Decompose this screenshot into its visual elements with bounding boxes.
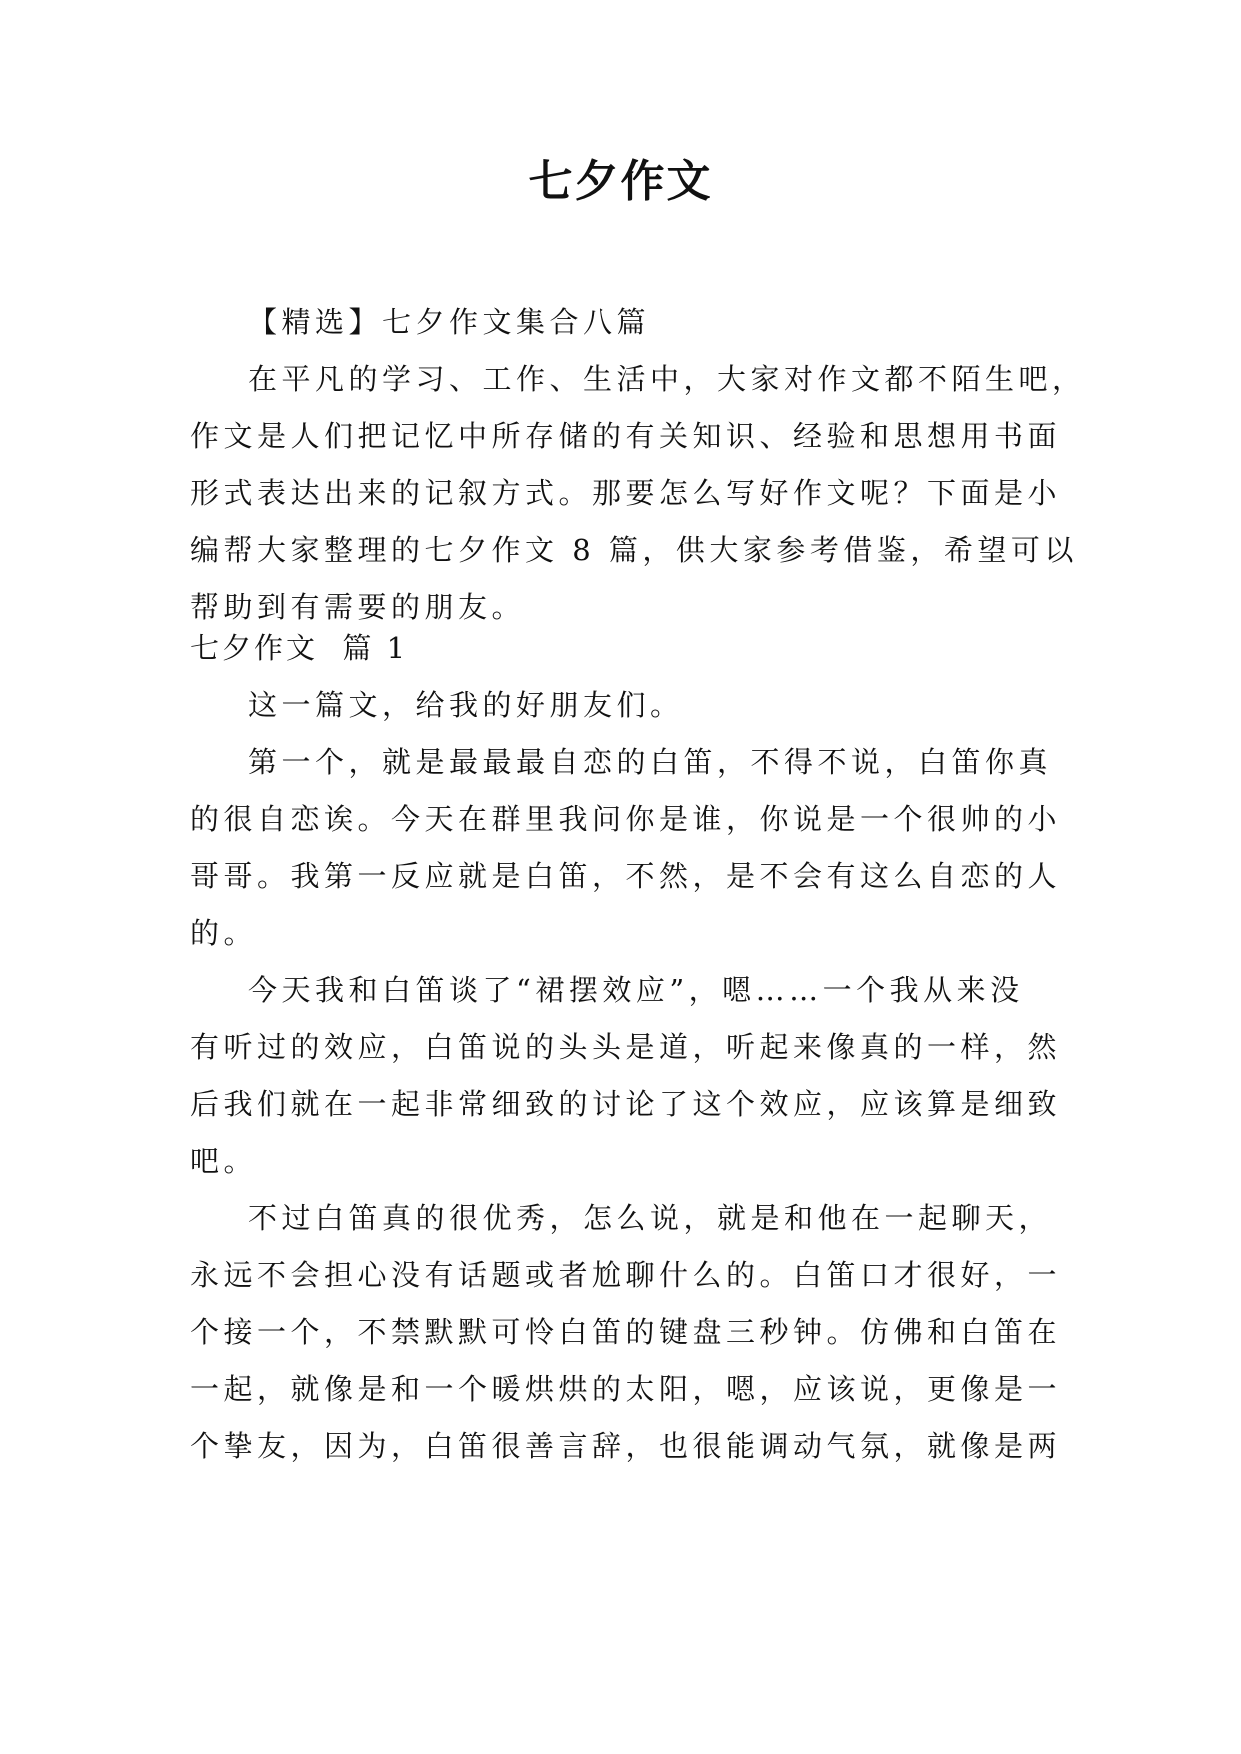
section-1-paragraph-2 (190, 734, 1062, 962)
section-1-paragraph-4 (190, 1190, 1062, 1475)
paragraph-line: 今天我和白笛谈了“裙摆效应”，嗯……一个我从来没 (248, 973, 1024, 1007)
paragraph-line: 个接一个，不禁默默可怜白笛的键盘三秒钟。仿佛和白笛在 (190, 1315, 1062, 1349)
intro-line: 帮助到有需要的朋友。 (190, 590, 526, 624)
intro-heading: 【精选】七夕作文集合八篇 (248, 305, 651, 339)
section-1-paragraph-3 (190, 962, 1062, 1190)
intro-section (190, 294, 1086, 636)
intro-line: 在平凡的学习、工作、生活中，大家对作文都不陌生吧， (248, 362, 1086, 396)
intro-paragraph (190, 351, 1086, 636)
intro-line: 作文是人们把记忆中所存储的有关知识、经验和思想用书面 (190, 419, 1062, 453)
paragraph-line: 后我们就在一起非常细致的讨论了这个效应，应该算是细致 (190, 1087, 1062, 1121)
paragraph-line: 一起，就像是和一个暖烘烘的太阳，嗯，应该说，更像是一 (190, 1372, 1062, 1406)
paragraph-line: 哥哥。我第一反应就是白笛，不然，是不会有这么自恋的人 (190, 859, 1062, 893)
intro-line: 编帮大家整理的七夕作文 8 篇，供大家参考借鉴，希望可以 (190, 533, 1078, 567)
section-heading: 七夕作文 篇 1 (190, 631, 409, 665)
section-1-paragraph-1 (190, 677, 1052, 734)
paragraph-line: 的很自恋诶。今天在群里我问你是谁，你说是一个很帅的小 (190, 802, 1062, 836)
paragraph-line: 的。 (190, 916, 258, 950)
paragraph-line: 第一个，就是最最最自恋的白笛，不得不说，白笛你真 (248, 745, 1053, 779)
document-title: 七夕作文 (528, 156, 713, 207)
section-1 (190, 620, 1062, 1475)
paragraph-line: 个挚友，因为，白笛很善言辞，也很能调动气氛，就像是两 (190, 1429, 1062, 1463)
paragraph-line: 这一篇文，给我的好朋友们。 (248, 688, 684, 722)
intro-line: 形式表达出来的记叙方式。那要怎么写好作文呢？下面是小 (190, 476, 1062, 510)
paragraph-line: 有听过的效应，白笛说的头头是道，听起来像真的一样，然 (190, 1030, 1062, 1064)
paragraph-line: 永远不会担心没有话题或者尬聊什么的。白笛口才很好，一 (190, 1258, 1062, 1292)
paragraph-line: 不过白笛真的很优秀，怎么说，就是和他在一起聊天， (248, 1201, 1053, 1235)
paragraph-line: 吧。 (190, 1144, 258, 1178)
